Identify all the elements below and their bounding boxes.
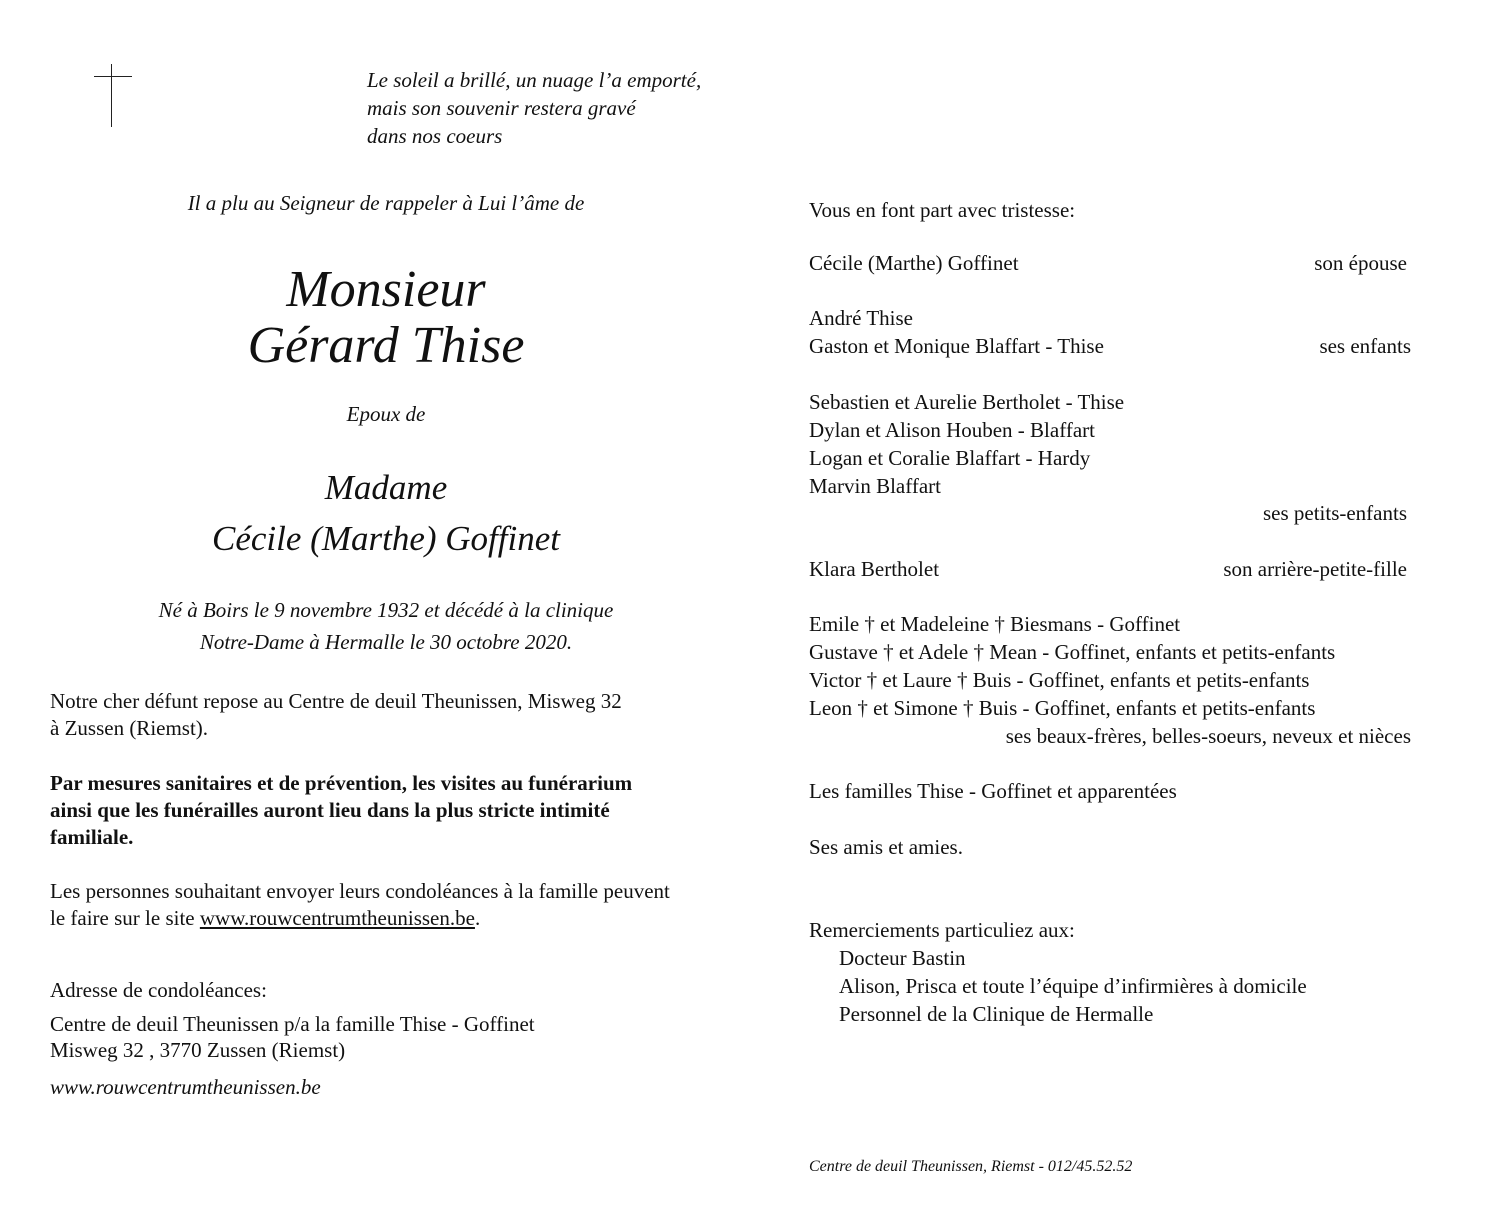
intro-text: Il a plu au Seigneur de rappeler à Lui l’âme de xyxy=(187,191,585,215)
thanks-item: Docteur Bastin xyxy=(839,946,966,970)
condolences-prefix: le faire sur le site xyxy=(50,906,200,930)
address-label: Adresse de condoléances: xyxy=(50,978,267,1002)
great-grandchild-relation: son arrière-petite-fille xyxy=(1223,557,1407,581)
quote-line: dans nos coeurs xyxy=(367,124,503,148)
cross-horizontal xyxy=(94,76,132,77)
website-text: www.rouwcentrumtheunissen.be xyxy=(50,1075,321,1099)
inlaw-entry: Victor † et Laure † Buis - Goffinet, enfants et petits-enfants xyxy=(809,668,1310,692)
birth-death-info xyxy=(0,594,772,658)
grandchild-entry: Dylan et Alison Houben - Blaffart xyxy=(809,418,1095,442)
cross-vertical xyxy=(111,64,112,127)
address-line: Centre de deuil Theunissen p/a la famille Thise - Goffinet xyxy=(50,1012,535,1036)
repose-line: Notre cher défunt repose au Centre de deuil Theunissen, Misweg 32 xyxy=(50,689,622,713)
deceased-title: Monsieur xyxy=(286,261,486,318)
grandchildren-relation: ses petits-enfants xyxy=(1262,501,1407,525)
repose-paragraph xyxy=(50,688,622,742)
thanks-heading: Remerciements particuliez aux: xyxy=(809,918,1075,942)
spouse-relation: son épouse xyxy=(1314,251,1407,275)
child-entry: André Thise xyxy=(809,306,914,330)
spouse-name-block xyxy=(0,462,772,564)
quote-line: mais son souvenir restera gravé xyxy=(367,96,636,120)
birth-line: Né à Boirs le 9 novembre 1932 et décédé à la clinique xyxy=(158,598,614,622)
spouse-name: Cécile (Marthe) Goffinet xyxy=(212,519,560,558)
website-link[interactable]: www.rouwcentrumtheunissen.be xyxy=(199,906,475,930)
condolences-line xyxy=(50,905,670,932)
condolences-suffix: . xyxy=(474,906,481,930)
address-line: Misweg 32 , 3770 Zussen (Riemst) xyxy=(50,1038,346,1062)
great-grandchild-entry: Klara Bertholet xyxy=(809,557,940,581)
quote-line: Le soleil a brillé, un nuage l’a emporté, xyxy=(367,68,702,92)
death-line: Notre-Dame à Hermalle le 30 octobre 2020. xyxy=(199,630,573,654)
inlaw-entry: Leon † et Simone † Buis - Goffinet, enfants et petits-enfants xyxy=(809,696,1316,720)
memorial-quote xyxy=(367,66,701,150)
address-block xyxy=(50,1011,535,1063)
thanks-item: Alison, Prisca et toute l’équipe d’infirmières à domicile xyxy=(839,974,1307,998)
epoux-label: Epoux de xyxy=(346,402,426,426)
families-entry: Les familles Thise - Goffinet et apparentées xyxy=(809,779,1177,803)
condolences-paragraph xyxy=(50,878,670,932)
friends-entry: Ses amis et amies. xyxy=(809,835,963,859)
inlaw-entry: Gustave † et Adele † Mean - Goffinet, enfants et petits-enfants xyxy=(809,640,1336,664)
footer-contact: Centre de deuil Theunissen, Riemst - 012/45.52.52 xyxy=(809,1158,1133,1175)
sanitary-line: familiale. xyxy=(50,825,134,849)
inlaw-entry: Emile † et Madeleine † Biesmans - Goffinet xyxy=(809,612,1181,636)
grandchild-entry: Marvin Blaffart xyxy=(809,474,941,498)
repose-line: à Zussen (Riemst). xyxy=(50,716,209,740)
inlaws-relation: ses beaux-frères, belles-soeurs, neveux et nièces xyxy=(1005,724,1411,748)
sanitary-notice xyxy=(50,770,632,851)
deceased-name: Gérard Thise xyxy=(247,317,525,374)
deceased-name-block xyxy=(0,262,772,374)
sanitary-line: Par mesures sanitaires et de prévention, les visites au funérarium xyxy=(50,771,633,795)
sanitary-line: ainsi que les funérailles auront lieu dans la plus stricte intimité xyxy=(50,798,610,822)
child-entry: Gaston et Monique Blaffart - Thise xyxy=(809,334,1104,358)
children-relation: ses enfants xyxy=(1319,334,1411,358)
condolences-line: Les personnes souhaitant envoyer leurs condoléances à la famille peuvent xyxy=(50,879,670,903)
grandchild-entry: Sebastien et Aurelie Bertholet - Thise xyxy=(809,390,1125,414)
thanks-item: Personnel de la Clinique de Hermalle xyxy=(839,1002,1154,1026)
spouse-title: Madame xyxy=(324,468,448,507)
grandchild-entry: Logan et Coralie Blaffart - Hardy xyxy=(809,446,1091,470)
family-heading: Vous en font part avec tristesse: xyxy=(809,198,1076,222)
spouse-entry: Cécile (Marthe) Goffinet xyxy=(809,251,1019,275)
